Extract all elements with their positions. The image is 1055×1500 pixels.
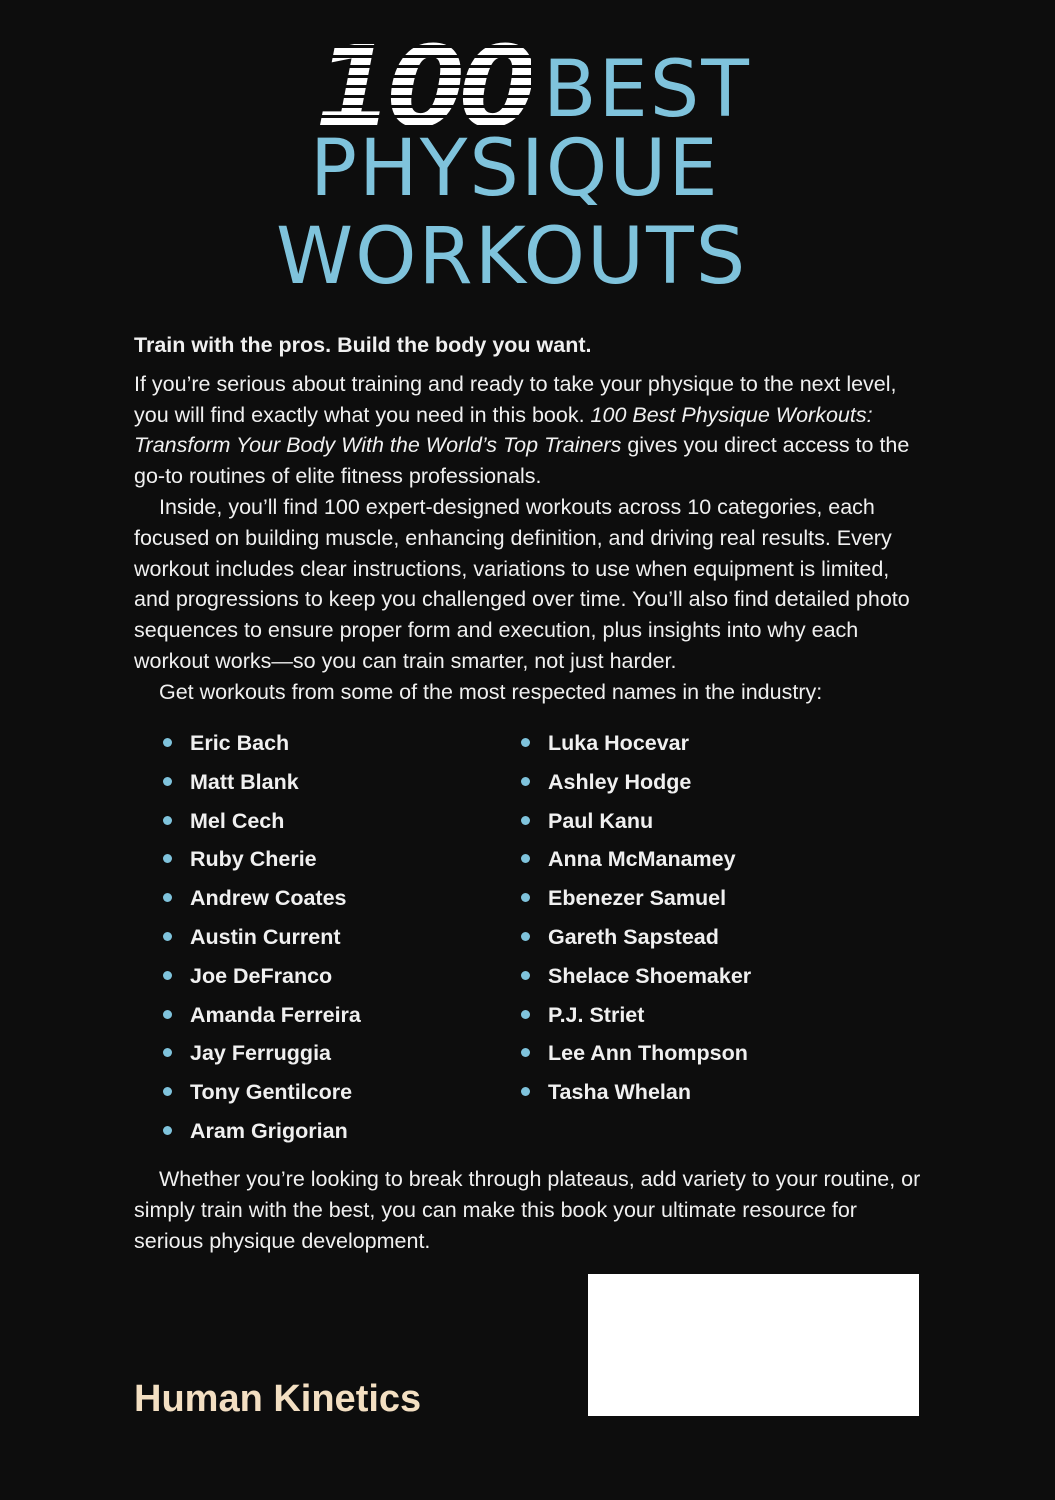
- list-item: [518, 881, 751, 920]
- list-item: [160, 1114, 361, 1153]
- trainer-column-right: [518, 726, 751, 1114]
- trainer-column-left: [160, 726, 361, 1153]
- trainer-name: Lee Ann Thompson: [548, 1041, 748, 1066]
- bullet-icon: [521, 1087, 530, 1096]
- bullet-icon: [521, 1010, 530, 1019]
- list-item: [518, 959, 751, 998]
- tagline: Train with the pros. Build the body you want.: [134, 333, 592, 357]
- trainer-name: Shelace Shoemaker: [548, 963, 752, 988]
- bullet-icon: [521, 777, 530, 786]
- list-item: [518, 804, 751, 843]
- intro-part-2: gives you direct access to the go-to routines of elite fitness professionals.: [134, 433, 910, 489]
- trainer-name: Ebenezer Samuel: [548, 886, 727, 911]
- bullet-icon: [163, 1126, 172, 1135]
- bullet-icon: [163, 777, 172, 786]
- title-workouts: WORKOUTS: [276, 212, 748, 302]
- trainer-name: Paul Kanu: [548, 808, 654, 833]
- title-physique: PHYSIQUE: [310, 124, 720, 214]
- list-item: [518, 726, 751, 765]
- bullet-icon: [521, 893, 530, 902]
- list-item: [160, 804, 361, 843]
- title-best: BEST: [543, 45, 751, 135]
- trainer-name: Tony Gentilcore: [190, 1080, 353, 1105]
- trainer-name: Ashley Hodge: [548, 769, 692, 794]
- logo-100: 100: [315, 23, 531, 153]
- bullet-icon: [163, 816, 172, 825]
- list-item: [160, 842, 361, 881]
- list-item: [518, 765, 751, 804]
- bullet-icon: [163, 854, 172, 863]
- trainer-name: Jay Ferruggia: [190, 1041, 331, 1066]
- bullet-icon: [521, 854, 530, 863]
- trainer-name: Andrew Coates: [190, 886, 347, 911]
- trainer-name: Amanda Ferreira: [190, 1002, 361, 1027]
- trainer-name: Aram Grigorian: [190, 1118, 348, 1143]
- intro-book-title: 100 Best Physique Workouts: Transform Your Body With the World’s Top Trainers: [134, 402, 873, 458]
- closing-paragraph: Whether you’re looking to break through plateaus, add variety to your routine, or simply train with the best, you can make this book your ultimate resource for serious physique development.: [134, 1167, 921, 1253]
- intro-part-1: If you’re serious about training and ready to take your physique to the next level, you will find exactly what you need in this book.: [134, 371, 897, 427]
- description: [134, 330, 924, 708]
- publisher-name: Human Kinetics: [134, 1378, 422, 1420]
- inside-paragraph: Inside, you’ll find 100 expert-designed workouts across 10 categories, each focused on building muscle, enhancing definition, and driving real results. Every workout includes clear instructions, variations to use when equipment is limited, and progressions to keep you challenged over time. You’ll also find detailed photo sequences to ensure proper form and execution, plus insights into why each workout works—so you can train smarter, not just harder.: [134, 494, 910, 673]
- list-item: [160, 765, 361, 804]
- title-line-1: [315, 23, 795, 153]
- trainer-name: Luka Hocevar: [548, 731, 690, 755]
- names-lead-in: Get workouts from some of the most respected names in the industry:: [159, 679, 823, 704]
- trainer-name: Austin Current: [190, 924, 341, 949]
- bullet-icon: [163, 1087, 172, 1096]
- trainer-name: Matt Blank: [190, 769, 299, 794]
- trainer-name: Mel Cech: [190, 808, 285, 833]
- list-item: [160, 1075, 361, 1114]
- bullet-icon: [163, 738, 172, 747]
- bullet-icon: [521, 932, 530, 941]
- list-item: [160, 998, 361, 1037]
- trainer-name: P.J. Striet: [548, 1002, 645, 1027]
- list-item: [518, 1075, 751, 1114]
- bullet-icon: [521, 1048, 530, 1057]
- list-item: [160, 726, 361, 765]
- list-item: [518, 842, 751, 881]
- bullet-icon: [163, 893, 172, 902]
- trainer-name: Tasha Whelan: [548, 1080, 691, 1105]
- trainer-name: Eric Bach: [190, 731, 290, 755]
- bullet-icon: [521, 971, 530, 980]
- list-item: [518, 1036, 751, 1075]
- bullet-icon: [521, 738, 530, 747]
- list-item: [518, 998, 751, 1037]
- barcode-placeholder: [588, 1274, 919, 1416]
- list-item: [160, 920, 361, 959]
- list-item: [160, 881, 361, 920]
- trainer-name: Joe DeFranco: [190, 963, 333, 988]
- list-item: [160, 959, 361, 998]
- intro-paragraph: [134, 369, 924, 492]
- bullet-icon: [163, 932, 172, 941]
- bullet-icon: [163, 971, 172, 980]
- bullet-icon: [521, 816, 530, 825]
- list-item: [160, 1036, 361, 1075]
- bullet-icon: [163, 1010, 172, 1019]
- trainer-name: Anna McManamey: [548, 847, 736, 872]
- trainer-name: Gareth Sapstead: [548, 924, 719, 949]
- bullet-icon: [163, 1048, 172, 1057]
- trainer-name: Ruby Cherie: [190, 847, 317, 872]
- list-item: [518, 920, 751, 959]
